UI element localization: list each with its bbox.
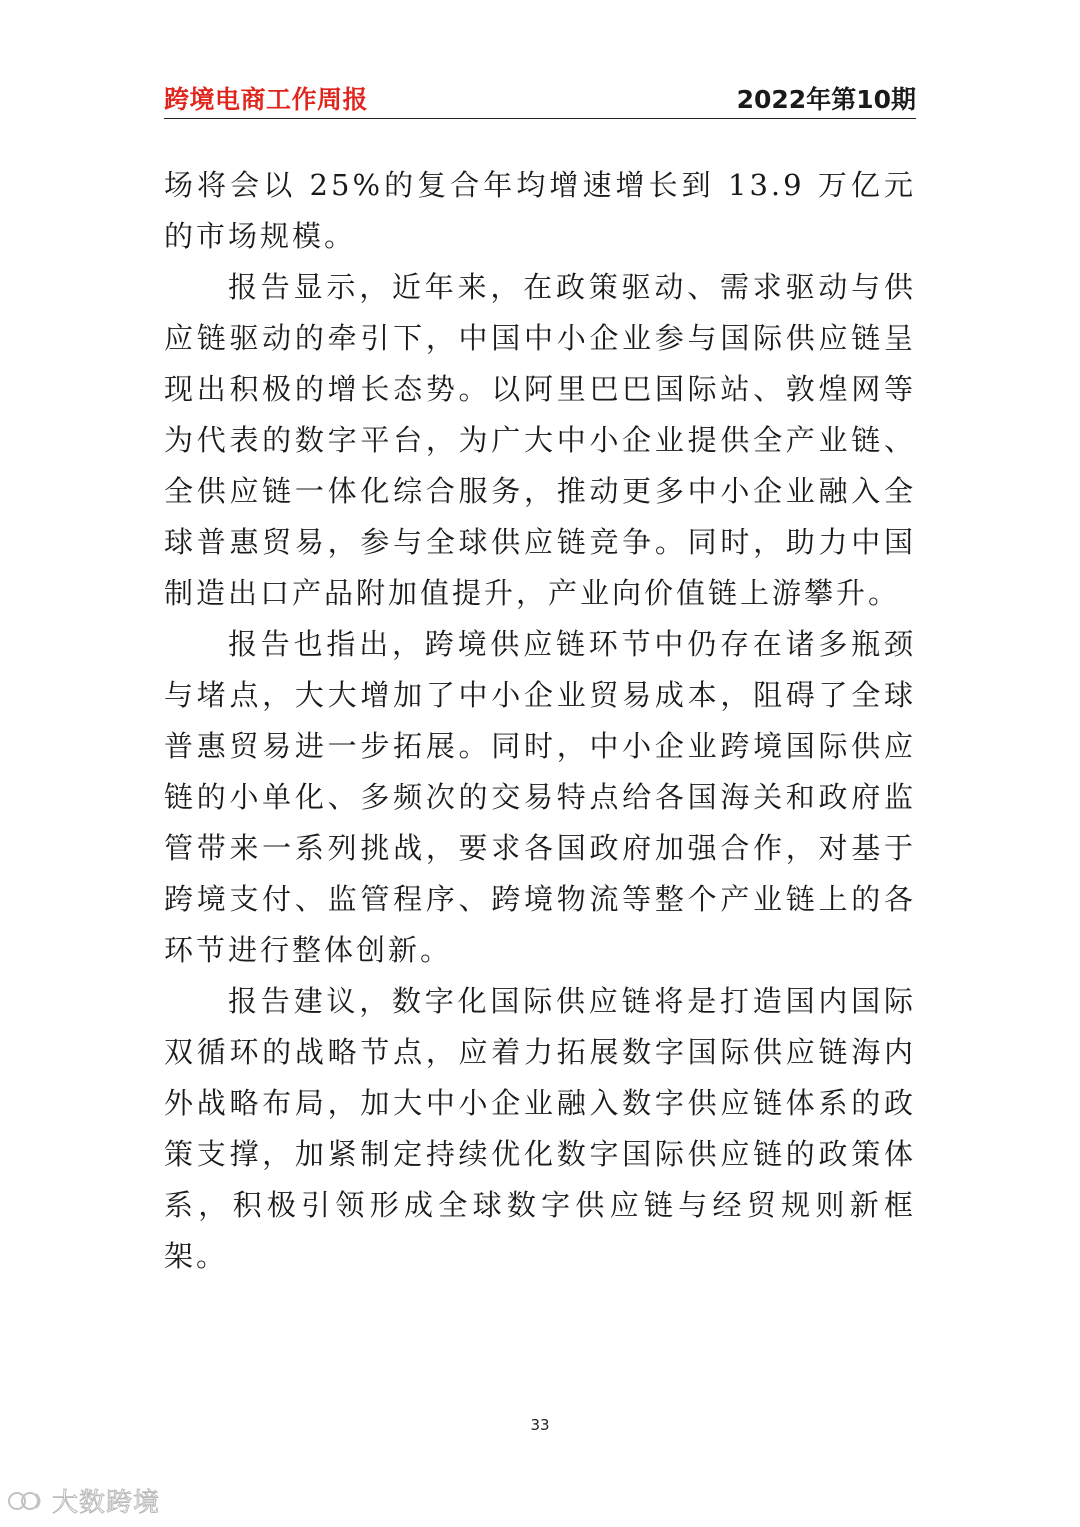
page-number: 33: [530, 1416, 550, 1434]
paragraph-report-shows: 报告显示，近年来，在政策驱动、需求驱动与供应链驱动的牵引下，中国中小企业参与国际供应链呈现出积极的增长态势。以阿里巴巴国际站、敦煌网等为代表的数字平台，为广大中小企业提供全产业链、全供应链一体化综合服务，推动更多中小企业融入全球普惠贸易，参与全球供应链竞争。同时，助力中国制造出口产品附加值提升，产业向价值链上游攀升。: [164, 270, 916, 610]
page-header: [164, 76, 916, 119]
paragraph-report-points-out: 报告也指出，跨境供应链环节中仍存在诸多瓶颈与堵点，大大增加了中小企业贸易成本，阻碍了全球普惠贸易进一步拓展。同时，中小企业跨境国际供应链的小单化、多频次的交易特点给各国海关和政府监管带来一系列挑战，要求各国政府加强合作，对基于跨境支付、监管程序、跨境物流等整个产业链上的各环节进行整体创新。: [164, 627, 916, 967]
article-body: [164, 160, 916, 1282]
watermark-text: 大数跨境: [52, 1488, 161, 1518]
watermark: [6, 1482, 160, 1519]
report-title: 跨境电商工作周报: [164, 85, 369, 114]
issue-number: 2022年第10期: [736, 85, 916, 114]
paragraph-continued: 场将会以 25%的复合年均增速增长到 13.9 万亿元的市场规模。: [164, 168, 916, 253]
paragraph-report-suggests: 报告建议，数字化国际供应链将是打造国内国际双循环的战略节点，应着力拓展数字国际供应链海内外战略布局，加大中小企业融入数字供应链体系的政策支撑，加紧制定持续优化数字国际供应链的政策体系，积极引领形成全球数字供应链与经贸规则新框架。: [164, 984, 916, 1273]
watermark-logo-icon: [6, 1486, 46, 1516]
